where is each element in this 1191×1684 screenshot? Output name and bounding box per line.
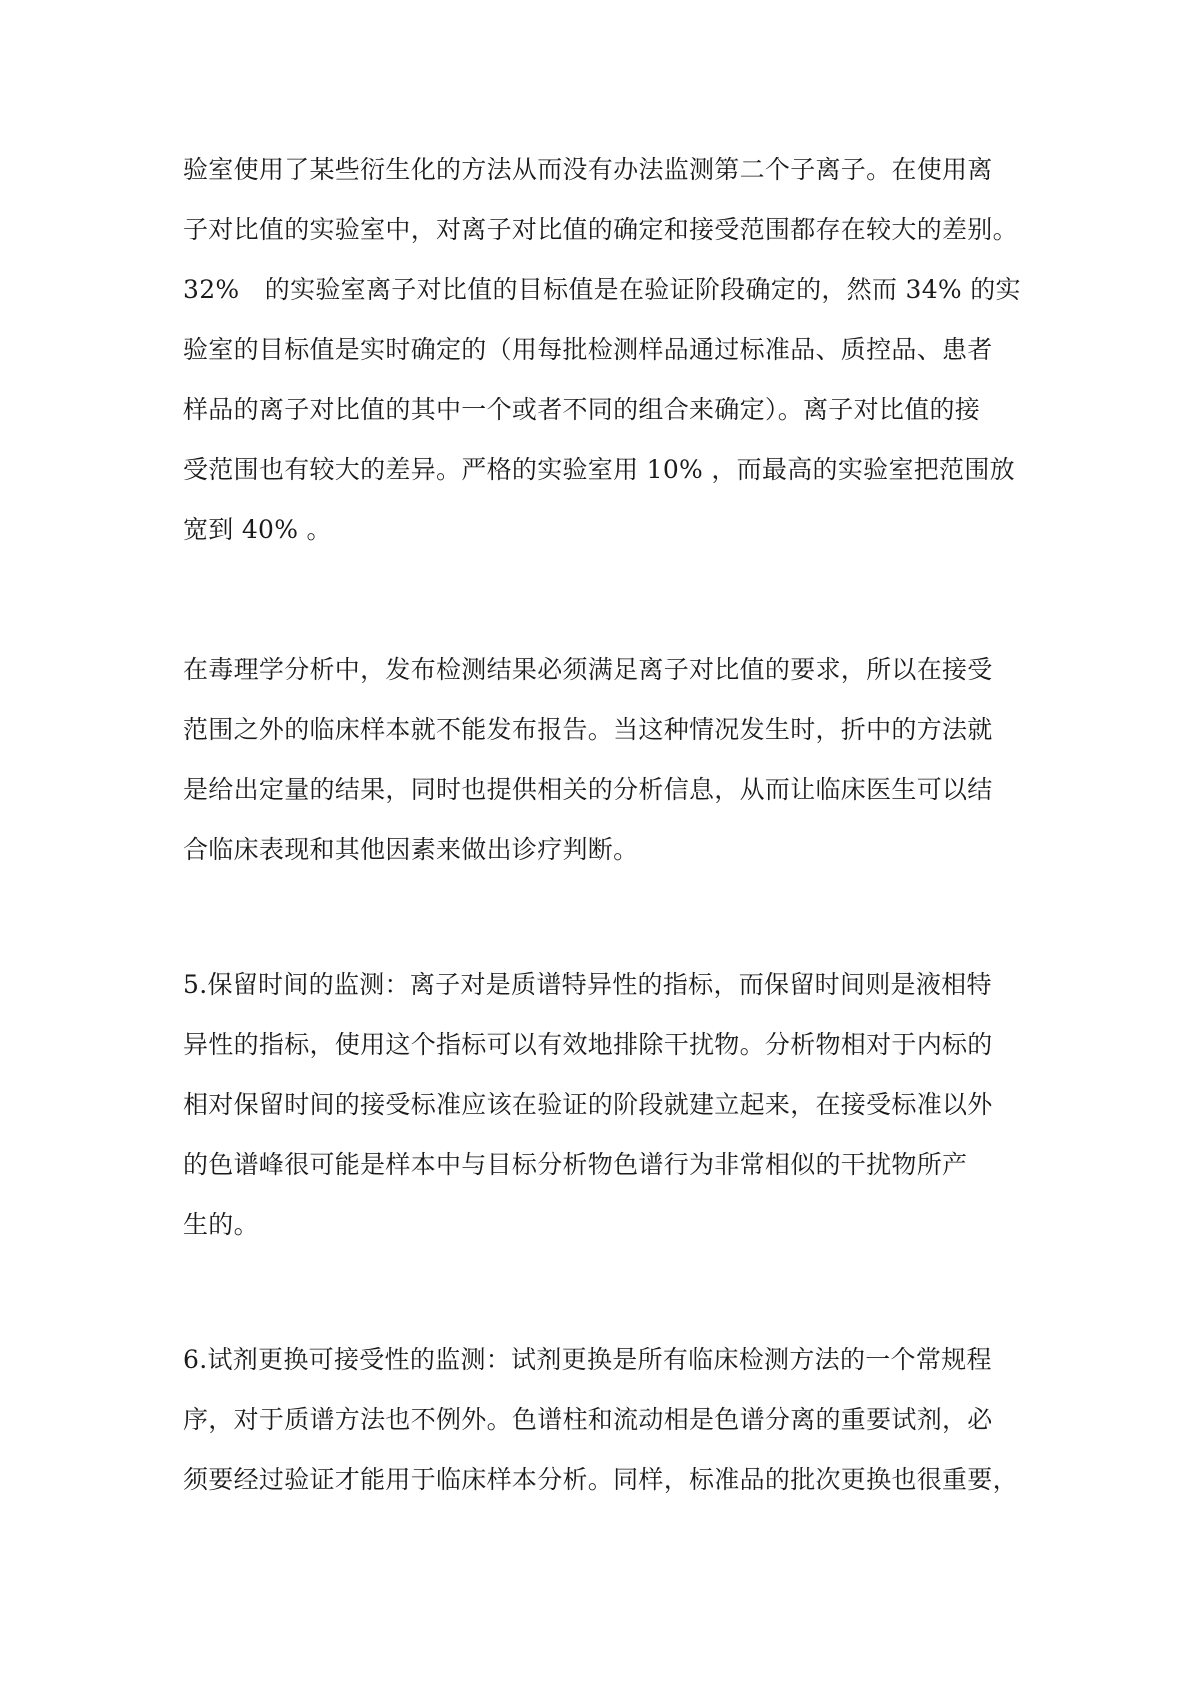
text-line: 宽到 40% 。	[183, 515, 332, 544]
text-line: 相对保留时间的接受标准应该在验证的阶段就建立起来，在接受标准以外	[183, 1090, 993, 1119]
paragraph-reagent-change	[183, 1330, 1023, 1510]
text-line: 异性的指标，使用这个指标可以有效地排除干扰物。分析物相对于内标的	[183, 1030, 993, 1059]
text-line: 范围之外的临床样本就不能发布报告。当这种情况发生时，折中的方法就	[183, 715, 993, 744]
text-line: 验室使用了某些衍生化的方法从而没有办法监测第二个子离子。在使用离	[183, 155, 993, 184]
text-line: 5.保留时间的监测：离子对是质谱特异性的指标，而保留时间则是液相特	[183, 970, 992, 999]
text-line: 6.试剂更换可接受性的监测：试剂更换是所有临床检测方法的一个常规程	[183, 1345, 992, 1374]
text-line: 验室的目标值是实时确定的（用每批检测样品通过标准品、质控品、患者	[183, 335, 993, 364]
paragraph-ion-ratio	[183, 140, 1023, 560]
text-line: 在毒理学分析中，发布检测结果必须满足离子对比值的要求，所以在接受	[183, 655, 993, 684]
text-line: 须要经过验证才能用于临床样本分析。同样，标准品的批次更换也很重要，	[183, 1465, 1018, 1494]
text-line: 受范围也有较大的差异。严格的实验室用 10% ，而最高的实验室把范围放	[183, 455, 1015, 484]
text-line: 的色谱峰很可能是样本中与目标分析物色谱行为非常相似的干扰物所产	[183, 1150, 968, 1179]
paragraph-retention-time	[183, 955, 1023, 1255]
text-line: 样品的离子对比值的其中一个或者不同的组合来确定）。离子对比值的接	[183, 395, 981, 424]
text-line: 序，对于质谱方法也不例外。色谱柱和流动相是色谱分离的重要试剂，必	[183, 1405, 993, 1434]
text-line: 子对比值的实验室中，对离子对比值的确定和接受范围都存在较大的差别。	[183, 215, 1018, 244]
text-line: 生的。	[183, 1210, 259, 1239]
text-line: 是给出定量的结果，同时也提供相关的分析信息，从而让临床医生可以结	[183, 775, 993, 804]
text-line: 合临床表现和其他因素来做出诊疗判断。	[183, 835, 639, 864]
paragraph-toxicology	[183, 640, 1023, 880]
text-line: 32% 的实验室离子对比值的目标值是在验证阶段确定的，然而 34% 的实	[183, 275, 1021, 304]
